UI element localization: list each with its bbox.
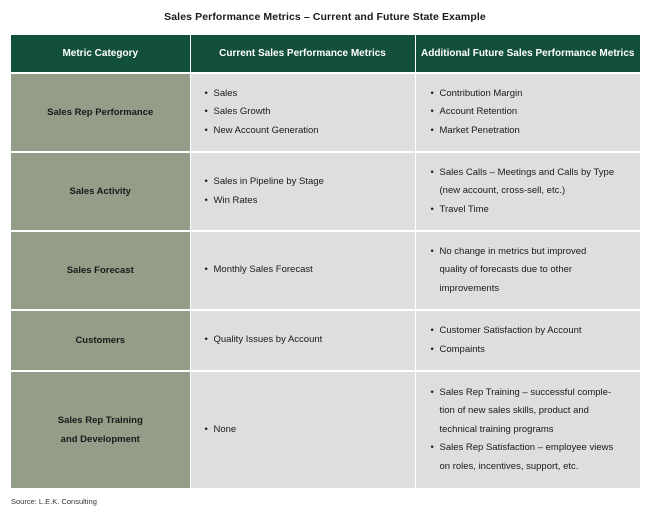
future-metrics-cell [415, 231, 640, 310]
list-item: • Quality Issues by Account [205, 331, 415, 350]
source-note: Source: L.E.K. Consulting [11, 497, 97, 506]
current-metrics-cell [190, 371, 415, 488]
category-cell [11, 371, 190, 488]
future-metrics-cell [415, 73, 640, 152]
list-item: • Sales Growth [205, 103, 415, 122]
category-label: Sales Rep Performance [47, 107, 154, 118]
category-cell [11, 231, 190, 310]
table-row [11, 310, 640, 371]
future-metrics-cell [415, 152, 640, 231]
list-item: • Contribution Margin [431, 85, 641, 104]
list-item: • Sales [205, 85, 415, 104]
list-item: • Sales Rep Satisfaction – employee views on roles, incentives, support, etc. [431, 439, 641, 476]
category-cell [11, 73, 190, 152]
header-current-metrics: Current Sales Performance Metrics [190, 35, 415, 73]
current-metrics-cell [190, 152, 415, 231]
future-metrics-cell [415, 310, 640, 371]
header-metric-category: Metric Category [11, 35, 190, 73]
list-item: • New Account Generation [205, 122, 415, 141]
header-future-metrics: Additional Future Sales Performance Metrics [415, 35, 640, 73]
metrics-table [11, 35, 640, 489]
list-item: • No change in metrics but improved quality of forecasts due to other improvements [431, 243, 641, 299]
table-row [11, 371, 640, 488]
list-item: • Travel Time [431, 201, 641, 220]
list-item: • Account Retention [431, 103, 641, 122]
future-metrics-cell [415, 371, 640, 488]
category-label: Sales Rep Training and Development [57, 414, 143, 445]
list-item: • None [205, 421, 415, 440]
page-title: Sales Performance Metrics – Current and Future State Example [164, 11, 486, 23]
table-row [11, 152, 640, 231]
table-row [11, 231, 640, 310]
list-item: • Customer Satisfaction by Account [431, 322, 641, 341]
list-item: • Compaints [431, 341, 641, 360]
table-header-row [11, 35, 640, 73]
list-item: • Market Penetration [431, 122, 641, 141]
current-metrics-cell [190, 73, 415, 152]
category-cell [11, 152, 190, 231]
table-row [11, 73, 640, 152]
category-cell [11, 310, 190, 371]
category-label: Sales Forecast [66, 265, 134, 276]
current-metrics-cell [190, 231, 415, 310]
list-item: • Monthly Sales Forecast [205, 261, 415, 280]
list-item: • Sales Rep Training – successful comple- tion of new sales skills, product and technical training programs [431, 384, 641, 440]
list-item: • Sales in Pipeline by Stage [205, 173, 415, 192]
list-item: • Sales Calls – Meetings and Calls by Type (new account, cross-sell, etc.) [431, 164, 641, 201]
category-label: Sales Activity [69, 186, 131, 197]
current-metrics-cell [190, 310, 415, 371]
list-item: • Win Rates [205, 192, 415, 211]
category-label: Customers [75, 335, 126, 346]
